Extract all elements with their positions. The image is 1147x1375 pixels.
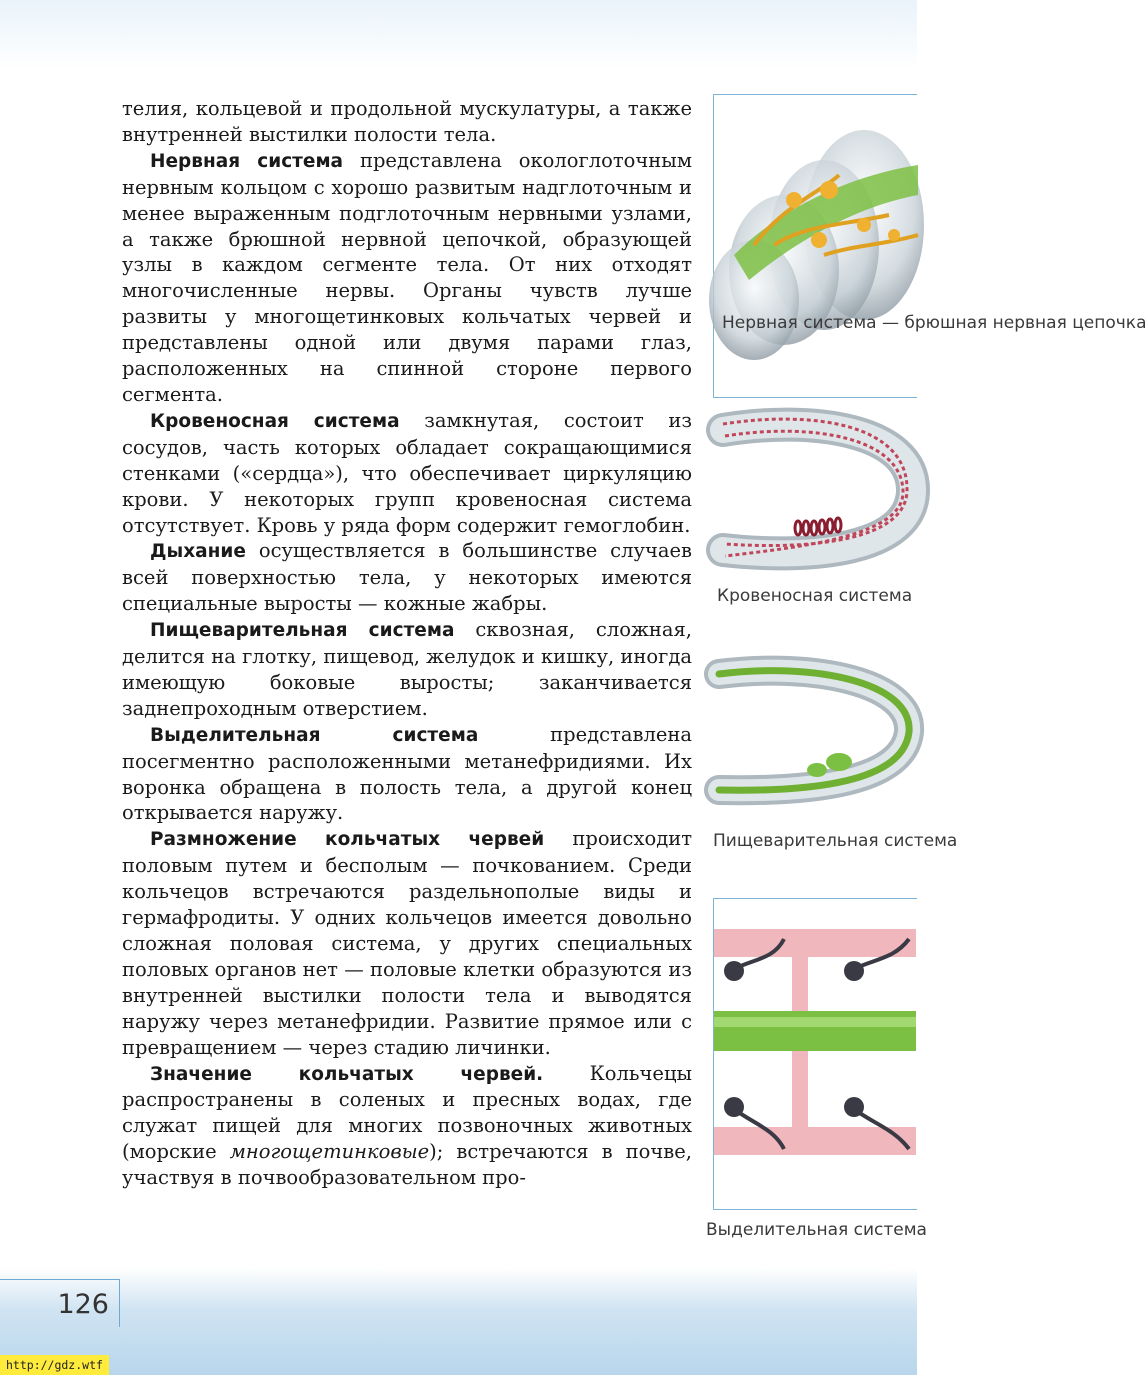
paragraph-excretory: Выделительная система представлена посегментно расположенными метанефридиями. Их воронка обращена в полость тела, а другой конец открывается наружу. [122,722,692,825]
heading-value: Значение кольчатых червей. [150,1063,544,1085]
nervous-system-illustration [714,95,918,305]
paragraph-value: Значение кольчатых червей. Кольчецы распространены в соленых и пресных водах, где служат пищей для многих позвоночных животных (морские многощетинковые); встречаются в почве, участвуя в почвообразовательном про- [122,1061,692,1190]
figure-nervous-system [713,94,1147,398]
heading-breath: Дыхание [150,541,246,563]
digestive-system-illustration [713,662,917,807]
figure-digestive-system [713,662,958,882]
figure-blood-system [713,410,917,630]
caption-blood: Кровеносная система [717,586,913,606]
caption-nervous: Нервная система — брюшная нервная цепочка [722,313,1147,333]
watermark: http://gdz.wtf [0,1355,109,1375]
heading-nervous: Нервная система [150,150,344,172]
paragraph-intro: телия, кольцевой и продольной мускулатуры, а также внутренней выстилки полости тела. [122,97,692,146]
figure-excretory-system [713,898,917,1210]
heading-digest: Пищеварительная система [150,620,455,642]
heading-blood: Кровеносная система [150,410,400,432]
main-text [122,96,692,1191]
heading-reproduction: Размножение кольчатых червей [150,829,545,851]
heading-excretory: Выделительная система [150,724,479,746]
paragraph-reproduction: Размножение кольчатых червей происходит половым путем и бесполым — почкованием. Среди кольчецов встречаются раздельнополые виды и гермафродиты. У одних кольчецов имеется довольно сложная половая система, у других специальных половых органов нет — половые клетки образуются из внутренней выстилки полости тела и выводятся наружу через метанефридии. Развитие прямое или с превращением — через стадию личинки. [122,827,692,1059]
paragraph-digest: Пищеварительная система сквозная, сложная, делится на глотку, пищевод, желудок и кишку, иногда имеющую боковые выросты; заканчивается заднепроходным отверстием. [122,618,693,720]
paragraph-nervous: Нервная система представлена окологлоточным нервным кольцом с хорошо развитым надглоточным и менее выраженным подглоточным нервными узлами, а также брюшной нервной цепочкой, образующей узлы в каждом сегменте тела. От них отходят многочисленные нервы. Органы чувств лучше развиты у многощетинковых кольчатых червей и представлены одной или двумя парами глаз, расположенных на спинной стороне первого сегмента. [122,148,692,406]
bottom-band [0,1268,917,1375]
caption-digestive: Пищеварительная система [713,831,958,851]
page-number: 126 [0,1279,120,1327]
paragraph-blood: Кровеносная система замкнутая, состоит из сосудов, часть которых обладает сокращающимися стенками («сердца»), что обеспечивает циркуляцию крови. У некоторых групп кровеносная система отсутствует. Кровь у ряда форм содержит гемоглобин. [122,408,692,537]
top-band [0,0,917,70]
caption-excretory: Выделительная система [706,1220,927,1240]
blood-system-illustration [713,410,917,570]
excretory-system-illustration [714,899,916,1207]
paragraph-breath: Дыхание осуществляется в большинстве случаев всей поверхностью тела, у некоторых имеются специальные выросты — кожные жабры. [122,539,692,616]
italic-term: многощетинковые [229,1140,430,1164]
